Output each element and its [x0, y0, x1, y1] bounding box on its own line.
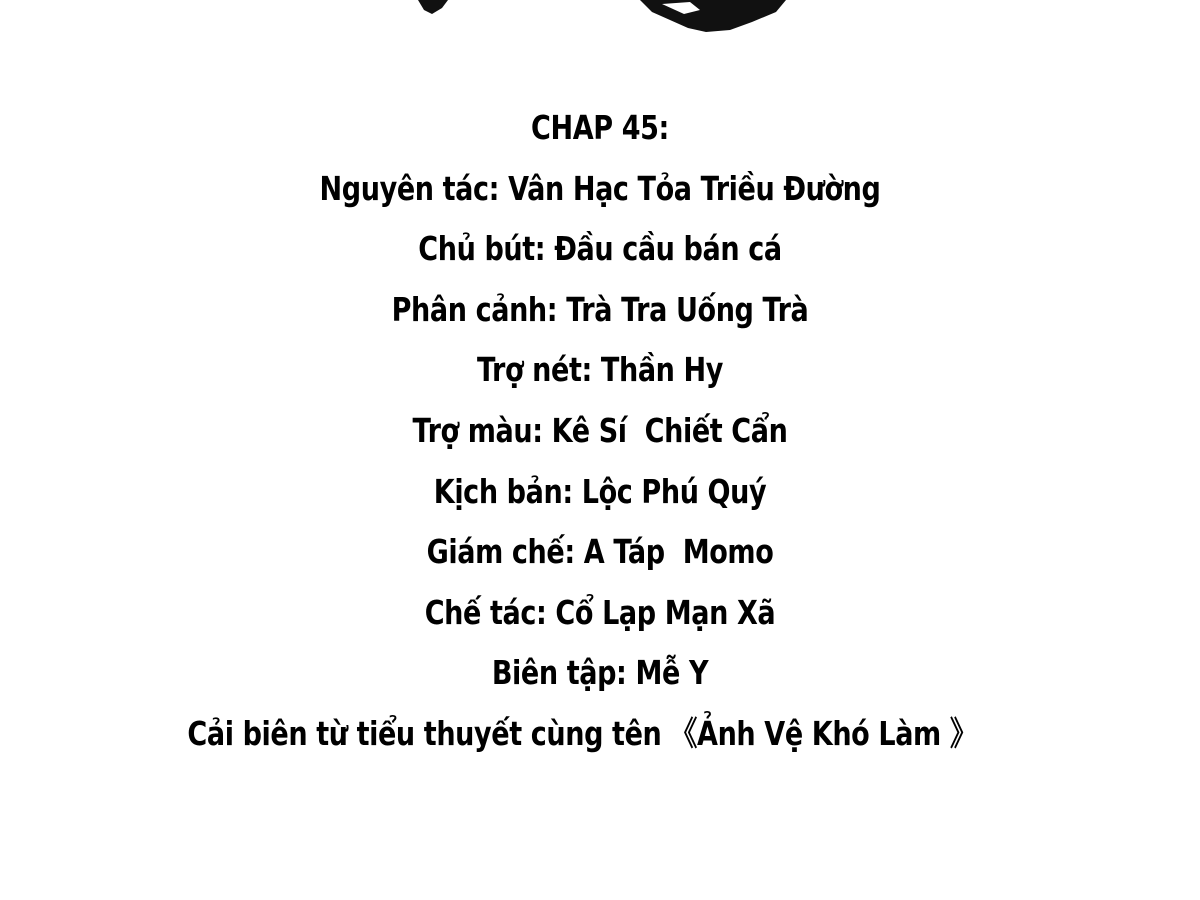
credit-original-author: Nguyên tác: Vân Hạc Tỏa Triều Đường	[319, 168, 881, 208]
credit-color-assistant: Trợ màu: Kê Sí Chiết Cẩn	[412, 410, 788, 450]
credits-block	[0, 98, 1200, 765]
ink-brush-illustration	[0, 0, 1200, 40]
credit-line-assistant: Trợ nét: Thần Hy	[476, 350, 724, 390]
credit-lead-artist: Chủ bút: Đầu cầu bán cá	[418, 229, 782, 269]
credit-production: Chế tác: Cổ Lạp Mạn Xã	[424, 592, 776, 632]
credit-supervisor: Giám chế: A Táp Momo	[426, 532, 774, 572]
credit-editor: Biên tập: Mễ Y	[491, 653, 709, 693]
chapter-title: CHAP 45:	[531, 108, 669, 147]
credit-script: Kịch bản: Lộc Phú Quý	[433, 471, 767, 511]
ink-stroke-right	[640, 0, 786, 32]
credit-adaptation-source: Cải biên từ tiểu thuyết cùng tên 《Ảnh Vệ Khó Làm 》	[187, 713, 977, 753]
ink-stroke-left	[418, 0, 448, 14]
credit-storyboard: Phân cảnh: Trà Tra Uống Trà	[391, 289, 809, 329]
